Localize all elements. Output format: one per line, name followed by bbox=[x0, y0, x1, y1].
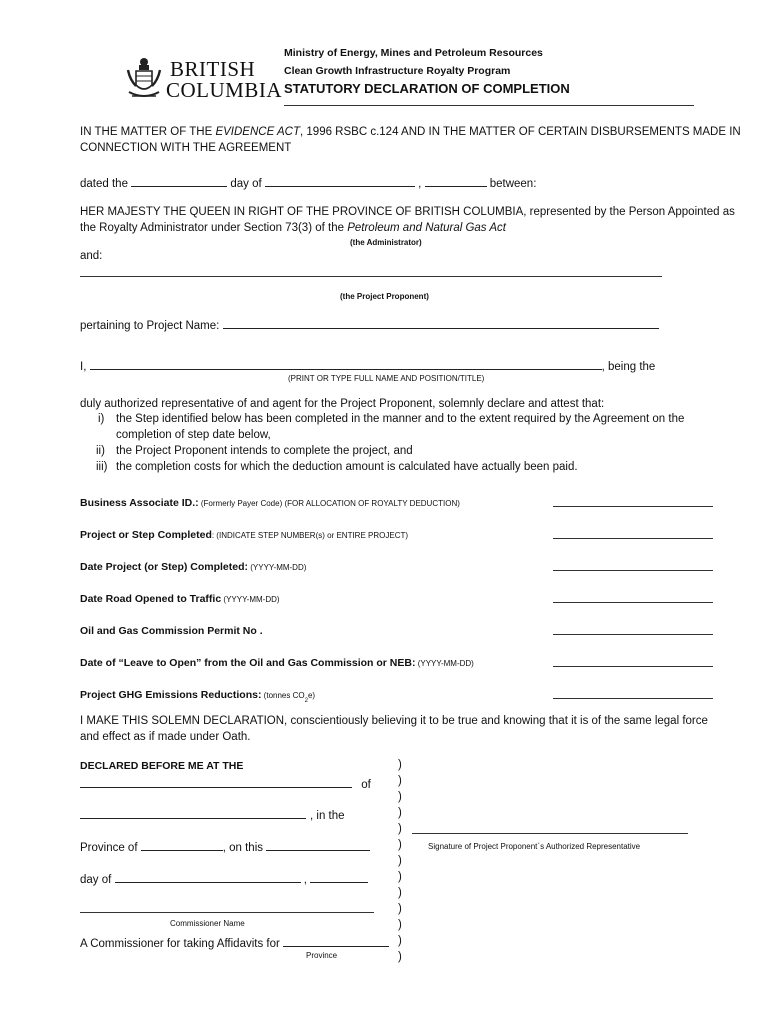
field-project-step-completed: Project or Step Completed: (INDICATE STEP NUMBER(s) or ENTIRE PROJECT) bbox=[80, 529, 409, 541]
ministry-name: Ministry of Energy, Mines and Petroleum Resources bbox=[284, 47, 543, 59]
declared-heading: DECLARED BEFORE ME AT THE bbox=[80, 760, 244, 772]
dated-year-field[interactable] bbox=[425, 174, 487, 187]
signature-caption: Signature of Project Proponent`s Authorized Representative bbox=[428, 842, 641, 851]
city-field[interactable] bbox=[80, 806, 306, 819]
project-proponent-field[interactable] bbox=[80, 276, 662, 277]
declared-at-field[interactable] bbox=[80, 775, 352, 788]
dated-month-field[interactable] bbox=[265, 174, 415, 187]
day-of-year-field[interactable] bbox=[310, 870, 368, 883]
title-underline bbox=[284, 105, 694, 106]
commissioner-name-caption: Commissioner Name bbox=[170, 919, 245, 928]
day-of-month-field[interactable] bbox=[115, 870, 301, 883]
province-field[interactable] bbox=[141, 838, 223, 851]
logo-word-british: BRITISH bbox=[170, 57, 256, 81]
attest-item-1: i) the Step identified below has been completed in the manner and to the extent required by the Agreement on the bbox=[98, 413, 685, 425]
crown-line-2: the Royalty Administrator under Section 73(3) of the Petroleum and Natural Gas Act bbox=[80, 222, 506, 234]
dated-line: dated the day of , between: bbox=[80, 174, 536, 190]
administrator-caption: (the Administrator) bbox=[350, 238, 422, 247]
on-this-field[interactable] bbox=[266, 838, 370, 851]
field-date-completed: Date Project (or Step) Completed: (YYYY-MM-DD) bbox=[80, 561, 307, 573]
proponent-signature-field[interactable] bbox=[412, 833, 688, 834]
attest-item-2: ii) the Project Proponent intends to complete the project, and bbox=[96, 445, 413, 457]
evidence-act: EVIDENCE ACT bbox=[215, 126, 301, 138]
declarant-caption: (PRINT OR TYPE FULL NAME AND POSITION/TITLE) bbox=[288, 374, 485, 383]
logo-word-columbia: COLUMBIA bbox=[166, 78, 283, 102]
page-title: STATUTORY DECLARATION OF COMPLETION bbox=[284, 81, 570, 96]
matter-line-1: IN THE MATTER OF THE EVIDENCE ACT, 1996 RSBC c.124 AND IN THE MATTER OF CERTAIN DISBURSEMENTS MADE IN bbox=[80, 126, 741, 138]
field-date-road-opened: Date Road Opened to Traffic (YYYY-MM-DD) bbox=[80, 593, 280, 605]
attest-intro: duly authorized representative of and agent for the Project Proponent, solemnly declare and attest that: bbox=[80, 398, 605, 410]
day-of-line: day of , bbox=[80, 870, 368, 886]
solemn-line-1: I MAKE THIS SOLEMN DECLARATION, conscientiously believing it to be true and knowing that it is of the same legal force bbox=[80, 715, 708, 727]
bc-logo bbox=[126, 56, 283, 102]
field-ogc-permit: Oil and Gas Commission Permit No . bbox=[80, 625, 263, 637]
attest-item-3: iii) the completion costs for which the deduction amount is calculated have actually been paid. bbox=[96, 461, 578, 473]
field-ghg-reductions: Project GHG Emissions Reductions: (tonnes $CO_2e$) bbox=[80, 689, 316, 705]
project-name-line: pertaining to Project Name: bbox=[80, 316, 659, 332]
field-business-associate-id: Business Associate ID.: (Formerly Payer Code) (FOR ALLOCATION OF ROYALTY DEDUCTION) bbox=[80, 497, 460, 509]
commissioner-province-field[interactable] bbox=[283, 934, 389, 947]
declarant-line: I, , being the bbox=[80, 357, 655, 373]
project-proponent-caption: (the Project Proponent) bbox=[340, 292, 429, 301]
and-label: and: bbox=[80, 250, 103, 262]
coat-of-arms-icon bbox=[126, 56, 162, 102]
date-road-opened-input[interactable] bbox=[553, 602, 713, 603]
project-step-completed-input[interactable] bbox=[553, 538, 713, 539]
field-leave-to-open: Date of “Leave to Open” from the Oil and Gas Commission or NEB: (YYYY-MM-DD) bbox=[80, 657, 474, 669]
declarant-name-field[interactable] bbox=[90, 357, 602, 370]
dated-day-field[interactable] bbox=[131, 174, 227, 187]
attest-item-1-cont: completion of step date below, bbox=[116, 429, 271, 441]
program-name: Clean Growth Infrastructure Royalty Program bbox=[284, 65, 511, 77]
date-completed-input[interactable] bbox=[553, 570, 713, 571]
project-name-field[interactable] bbox=[223, 316, 659, 329]
leave-to-open-input[interactable] bbox=[553, 666, 713, 667]
commissioner-signature-field[interactable] bbox=[80, 912, 374, 913]
solemn-line-2: and effect as if made under Oath. bbox=[80, 731, 251, 743]
in-the-line: , in the bbox=[80, 806, 345, 822]
crown-line-1: HER MAJESTY THE QUEEN IN RIGHT OF THE PROVINCE OF BRITISH COLUMBIA, represented by the Person Appointed as bbox=[80, 206, 735, 218]
province-caption: Province bbox=[306, 951, 338, 960]
province-line: Province of , on this bbox=[80, 838, 370, 854]
matter-line-2: CONNECTION WITH THE AGREEMENT bbox=[80, 142, 292, 154]
ogc-permit-input[interactable] bbox=[553, 634, 713, 635]
ghg-reductions-input[interactable] bbox=[553, 698, 713, 699]
commissioner-for-line: A Commissioner for taking Affidavits for bbox=[80, 934, 389, 950]
declared-at-line: of bbox=[80, 775, 371, 791]
business-associate-id-input[interactable] bbox=[553, 506, 713, 507]
